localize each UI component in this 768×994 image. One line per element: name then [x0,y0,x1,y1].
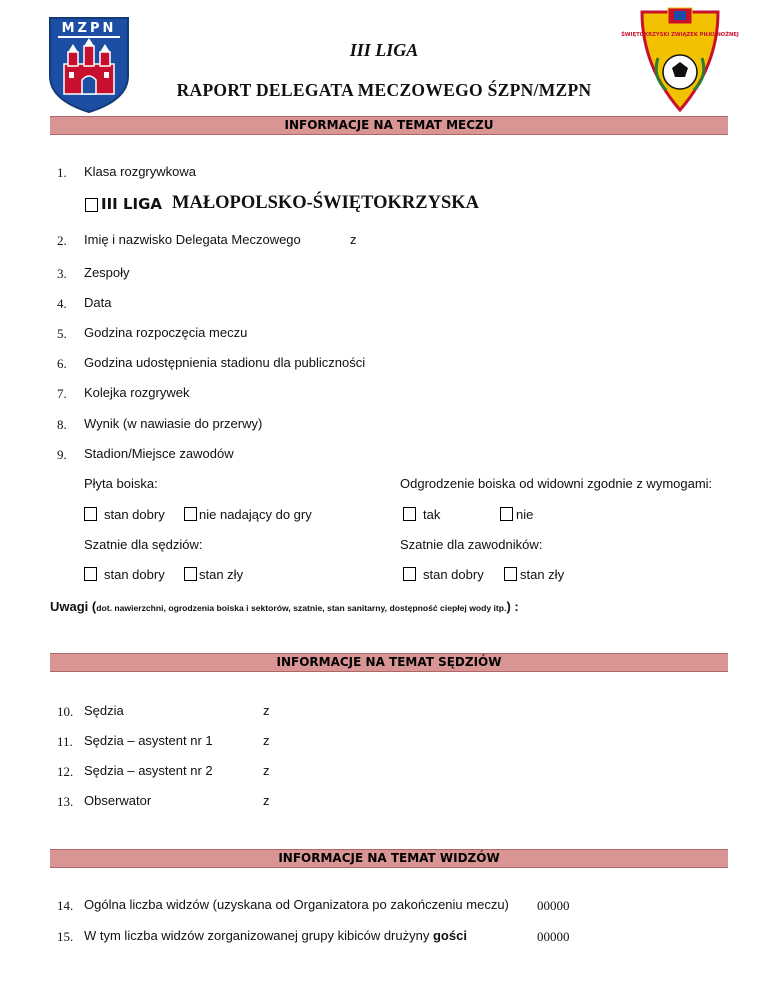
section-bar-match: INFORMACJE NA TEMAT MECZU [50,116,728,135]
pitch-label: Płyta boiska: [84,476,158,491]
pitch-good-label: stan dobry [104,507,165,522]
league-checkbox[interactable] [85,198,98,212]
away-fans-value: 00000 [537,929,570,944]
item-label-total-spectators: Ogólna liczba widzów (uzyskana od Organizatora po zakończeniu meczu) [84,897,509,912]
item-number: 4. [57,296,67,311]
total-spectators-value: 00000 [537,898,570,913]
away-fans-text: W tym liczba widzów zorganizowanej grupy kibiców drużyny [84,928,430,943]
assistant-1-suffix: z [263,733,270,748]
item-number: 9. [57,447,67,462]
item-label-stadium: Stadion/Miejsce zawodów [84,446,234,461]
league-name: MAŁOPOLSKO-ŚWIĘTOKRZYSKA [172,193,480,213]
ref-bad-checkbox[interactable] [184,567,197,581]
item-label-observer: Obserwator [84,793,152,808]
item-label-delegate: Imię i nazwisko Delegata Meczowego [84,232,301,247]
ref-good-label: stan dobry [104,567,165,582]
league-prefix: III LIGA [101,195,163,213]
section-bar-referees: INFORMACJE NA TEMAT SĘDZIÓW [50,653,728,672]
fence-no-checkbox[interactable] [500,507,513,521]
section-bar-spectators: INFORMACJE NA TEMAT WIDZÓW [50,849,728,868]
item-number: 13. [57,794,74,809]
item-number: 10. [57,704,74,719]
page-subtitle: RAPORT DELEGATA MECZOWEGO ŚZPN/MZPN [176,80,592,100]
item-number: 11. [57,734,73,749]
player-bad-checkbox[interactable] [504,567,517,581]
player-bad-label: stan zły [520,567,565,582]
item-label-round: Kolejka rozgrywek [84,385,190,400]
item-label-result: Wynik (w nawiasie do przerwy) [84,416,263,431]
item-label-referee: Sędzia [84,703,124,718]
away-fans-bold: gości [432,928,467,943]
referee-suffix: z [263,703,270,718]
fence-yes-label: tak [423,507,441,522]
remarks-title: Uwagi ( [50,599,97,614]
item-number: 1. [57,165,67,180]
observer-suffix: z [263,793,270,808]
assistant-2-suffix: z [263,763,270,778]
player-good-checkbox[interactable] [403,567,416,581]
item-number: 12. [57,764,74,779]
item-number: 3. [57,266,67,281]
szpn-logo-text: ŚWIĘTOKRZYSKI ZWIĄZEK PIŁKI NOŻNEJ [621,32,739,38]
item-number: 15. [57,929,74,944]
remarks-end: ) : [506,599,519,614]
item-number: 6. [57,356,67,371]
item-label-away-fans [84,928,467,943]
ref-locker-label: Szatnie dla sędziów: [84,537,203,552]
item-label-date: Data [84,295,112,310]
item-label-teams: Zespoły [84,265,130,280]
item-label-stadium-open: Godzina udostępnienia stadionu dla publiczności [84,355,366,370]
player-locker-label: Szatnie dla zawodników: [400,537,543,552]
item-number: 5. [57,326,67,341]
fence-yes-checkbox[interactable] [403,507,416,521]
item-number: 2. [57,233,67,248]
pitch-bad-checkbox[interactable] [184,507,197,521]
pitch-good-checkbox[interactable] [84,507,97,521]
page-title: III LIGA [349,40,419,60]
mzpn-logo-text: MZPN [61,21,117,36]
item-label-assistant-2: Sędzia – asystent nr 2 [84,763,213,778]
fence-label: Odgrodzenie boiska od widowni zgodnie z wymogami: [400,476,713,491]
ref-bad-label: stan zły [199,567,244,582]
ref-good-checkbox[interactable] [84,567,97,581]
delegate-suffix: z [350,232,357,247]
item-number: 8. [57,417,67,432]
fence-no-label: nie [516,507,534,522]
item-label-league-class: Klasa rozgrywkowa [84,164,196,179]
remarks-detail: dot. nawierzchni, ogrodzenia boiska i sektorów, szatnie, stan sanitarny, dostępność ciepłej wody itp. [96,603,507,613]
pitch-bad-label: nie nadający do gry [199,507,312,522]
item-number: 7. [57,386,67,401]
player-good-label: stan dobry [423,567,484,582]
item-label-assistant-1: Sędzia – asystent nr 1 [84,733,213,748]
item-label-start-time: Godzina rozpoczęcia meczu [84,325,248,340]
remarks-line [50,598,519,616]
item-number: 14. [57,898,74,913]
